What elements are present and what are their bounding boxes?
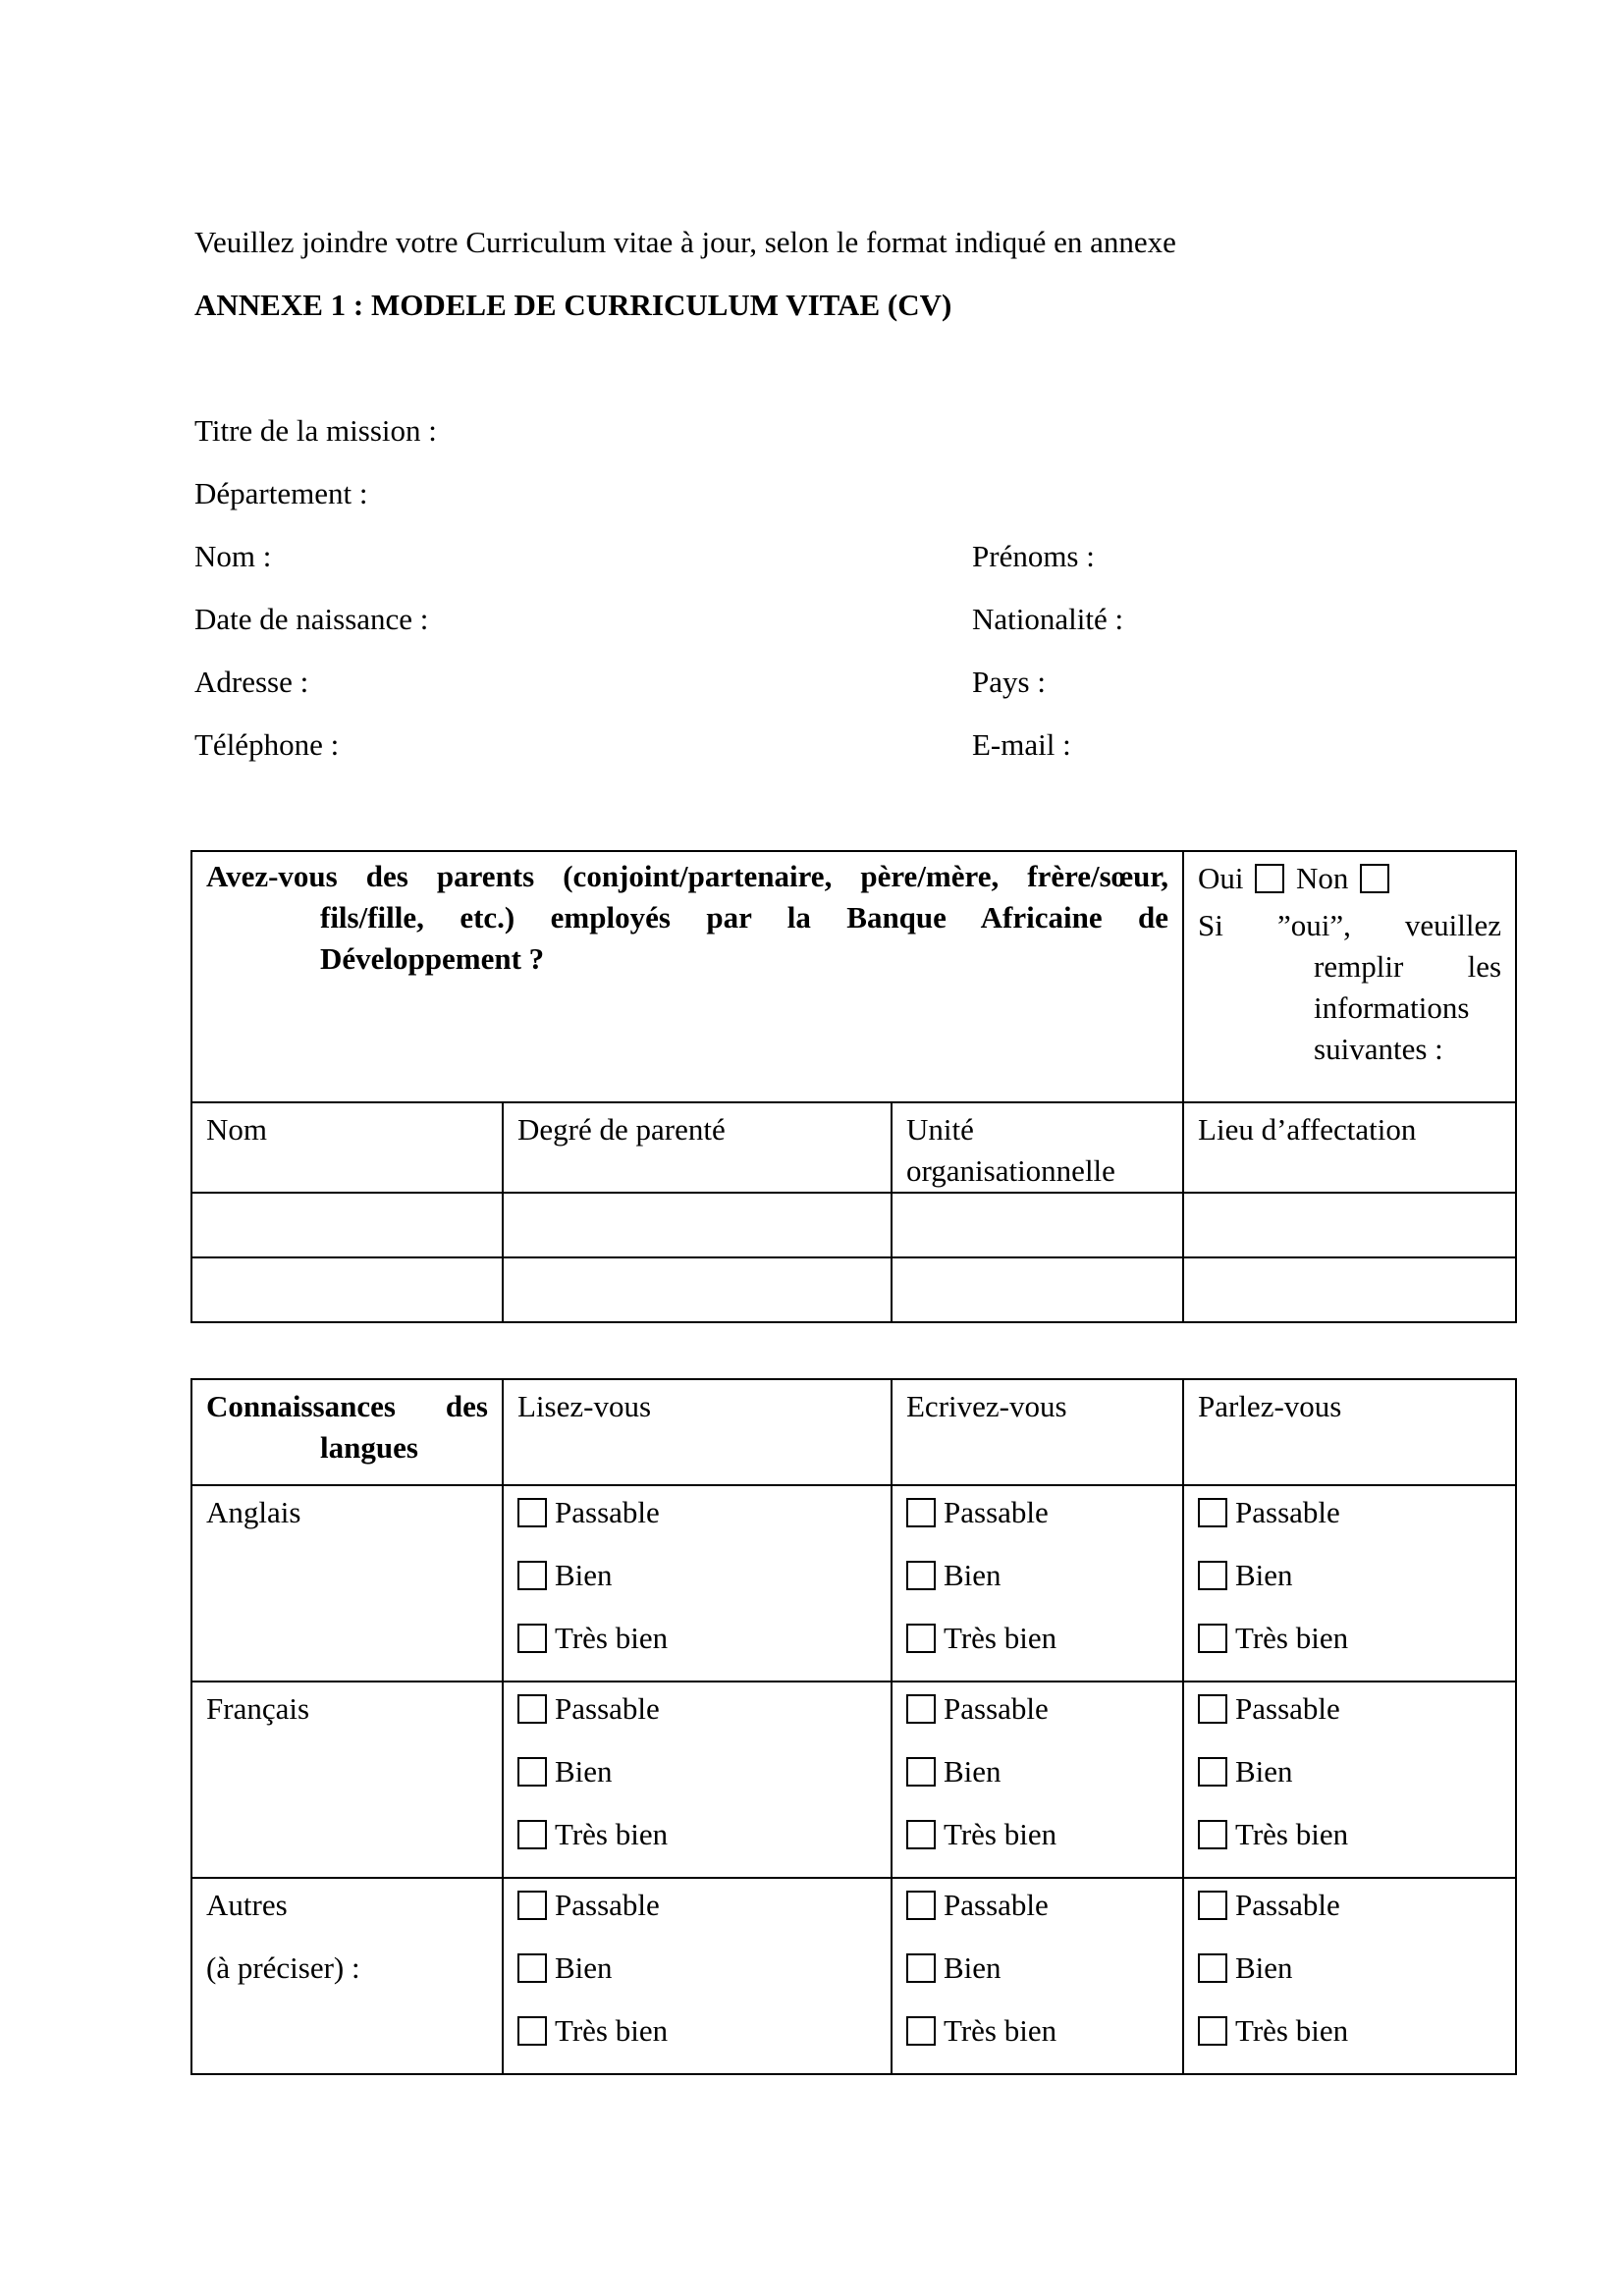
empty-cell[interactable]	[191, 1257, 503, 1322]
checkbox[interactable]	[517, 1498, 547, 1527]
level-option[interactable]	[517, 1688, 877, 1751]
header-unite: Unité organisationnelle	[892, 1102, 1183, 1193]
autres-lisez	[503, 1878, 892, 2074]
level-option[interactable]	[1198, 1688, 1501, 1751]
lang-francais	[191, 1682, 503, 1878]
checkbox[interactable]	[517, 1891, 547, 1920]
empty-cell[interactable]	[191, 1193, 503, 1257]
autres-ecrivez	[892, 1878, 1183, 2074]
checkbox[interactable]	[1198, 1498, 1227, 1527]
checkbox[interactable]	[906, 2016, 936, 2046]
level-label: Très bien	[944, 2013, 1057, 2048]
checkbox[interactable]	[517, 1694, 547, 1724]
level-label: Passable	[1235, 1888, 1340, 1922]
autres-parlez	[1183, 1878, 1516, 2074]
checkbox[interactable]	[517, 1757, 547, 1787]
non-label: Non	[1296, 861, 1349, 895]
level-option[interactable]	[1198, 1948, 1501, 2010]
anglais-parlez	[1183, 1485, 1516, 1682]
lang-anglais	[191, 1485, 503, 1682]
field-nom: Nom :	[194, 539, 272, 573]
field-mission: Titre de la mission :	[194, 413, 437, 448]
lang-label: Français	[206, 1691, 310, 1726]
level-label: Bien	[1235, 1754, 1293, 1789]
field-departement: Département :	[194, 476, 368, 510]
level-option[interactable]	[1198, 1814, 1501, 1877]
level-label: Bien	[944, 1558, 1001, 1592]
col-ecrivez: Ecrivez-vous	[892, 1379, 1183, 1485]
page-heading: ANNEXE 1 : MODELE DE CURRICULUM VITAE (CV)	[194, 288, 952, 322]
field-telephone: Téléphone :	[194, 727, 340, 762]
level-label: Bien	[1235, 1558, 1293, 1592]
checkbox[interactable]	[906, 1757, 936, 1787]
empty-cell[interactable]	[1183, 1257, 1516, 1322]
checkbox[interactable]	[1198, 1757, 1227, 1787]
header-nom: Nom	[191, 1102, 503, 1193]
checkbox[interactable]	[906, 1561, 936, 1590]
level-label: Passable	[1235, 1495, 1340, 1529]
level-option[interactable]	[1198, 1885, 1501, 1948]
level-option[interactable]	[517, 1948, 877, 2010]
level-label: Passable	[555, 1888, 660, 1922]
level-label: Passable	[555, 1495, 660, 1529]
parents-question: Avez-vous des parents (conjoint/partenaire, père/mère, frère/sœur, fils/fille, etc.) employés par la Banque Africaine de Développement ?	[191, 851, 1183, 1102]
checkbox[interactable]	[906, 1820, 936, 1849]
checkbox[interactable]	[906, 1953, 936, 1983]
level-label: Bien	[555, 1754, 613, 1789]
languages-table	[190, 1378, 1517, 2075]
empty-cell[interactable]	[1183, 1193, 1516, 1257]
level-option[interactable]	[517, 1555, 877, 1618]
checkbox[interactable]	[1198, 2016, 1227, 2046]
empty-cell[interactable]	[892, 1193, 1183, 1257]
level-label: Passable	[555, 1691, 660, 1726]
level-option[interactable]	[906, 1948, 1168, 2010]
level-label: Passable	[944, 1691, 1049, 1726]
level-option[interactable]	[906, 1492, 1168, 1555]
checkbox[interactable]	[517, 1624, 547, 1653]
level-label: Bien	[944, 1754, 1001, 1789]
languages-header: Connaissances des langues	[191, 1379, 503, 1485]
checkbox[interactable]	[906, 1694, 936, 1724]
level-option[interactable]	[906, 1688, 1168, 1751]
checkbox[interactable]	[1198, 1561, 1227, 1590]
level-label: Bien	[555, 1950, 613, 1985]
level-option[interactable]	[1198, 1492, 1501, 1555]
checkbox[interactable]	[1198, 1953, 1227, 1983]
level-option[interactable]	[517, 1618, 877, 1681]
checkbox[interactable]	[1198, 1891, 1227, 1920]
col-parlez: Parlez-vous	[1183, 1379, 1516, 1485]
level-option[interactable]	[1198, 2010, 1501, 2073]
level-label: Très bien	[555, 1621, 669, 1655]
empty-cell[interactable]	[503, 1193, 892, 1257]
checkbox[interactable]	[1198, 1624, 1227, 1653]
level-label: Bien	[944, 1950, 1001, 1985]
level-label: Passable	[944, 1495, 1049, 1529]
lang-label: Anglais	[206, 1495, 301, 1529]
header-lieu: Lieu d’affectation	[1183, 1102, 1516, 1193]
level-option[interactable]	[517, 2010, 877, 2073]
field-pays: Pays :	[972, 665, 1046, 699]
level-option[interactable]	[517, 1751, 877, 1814]
anglais-ecrivez	[892, 1485, 1183, 1682]
level-label: Bien	[555, 1558, 613, 1592]
checkbox[interactable]	[517, 2016, 547, 2046]
field-nationalite: Nationalité :	[972, 602, 1124, 636]
checkbox[interactable]	[1198, 1820, 1227, 1849]
col-lisez: Lisez-vous	[503, 1379, 892, 1485]
level-option[interactable]	[906, 1814, 1168, 1877]
lang-sublabel: (à préciser) :	[206, 1950, 360, 1985]
checkbox[interactable]	[517, 1820, 547, 1849]
oui-label: Oui	[1198, 861, 1244, 895]
intro-text: Veuillez joindre votre Curriculum vitae à jour, selon le format indiqué en annexe	[194, 225, 1176, 259]
empty-cell[interactable]	[892, 1257, 1183, 1322]
level-option[interactable]	[906, 1885, 1168, 1948]
level-option[interactable]	[1198, 1618, 1501, 1681]
level-label: Très bien	[1235, 1817, 1349, 1851]
level-option[interactable]	[906, 2010, 1168, 2073]
lang-label: Autres	[206, 1888, 288, 1922]
checkbox[interactable]	[517, 1561, 547, 1590]
level-option[interactable]	[906, 1555, 1168, 1618]
level-label: Très bien	[555, 2013, 669, 2048]
parents-answer-cell	[1183, 851, 1516, 1102]
field-adresse: Adresse :	[194, 665, 309, 699]
level-label: Très bien	[944, 1817, 1057, 1851]
si-oui-text: Si ”oui”, veuillez remplir les informations suivantes :	[1198, 908, 1502, 1066]
parents-table	[190, 850, 1517, 1323]
lang-autres	[191, 1878, 503, 2074]
field-email: E-mail :	[972, 727, 1071, 762]
level-label: Passable	[1235, 1691, 1340, 1726]
anglais-lisez	[503, 1485, 892, 1682]
empty-cell[interactable]	[503, 1257, 892, 1322]
checkbox[interactable]	[906, 1498, 936, 1527]
francais-lisez	[503, 1682, 892, 1878]
level-option[interactable]	[1198, 1555, 1501, 1618]
francais-ecrivez	[892, 1682, 1183, 1878]
header-degre: Degré de parenté	[503, 1102, 892, 1193]
level-label: Très bien	[944, 1621, 1057, 1655]
field-date-naissance: Date de naissance :	[194, 602, 429, 636]
field-prenoms: Prénoms :	[972, 539, 1095, 573]
level-option[interactable]	[906, 1751, 1168, 1814]
oui-checkbox[interactable]	[1255, 864, 1284, 893]
level-label: Très bien	[1235, 1621, 1349, 1655]
level-label: Passable	[944, 1888, 1049, 1922]
level-label: Bien	[1235, 1950, 1293, 1985]
level-label: Très bien	[555, 1817, 669, 1851]
checkbox[interactable]	[1198, 1694, 1227, 1724]
non-checkbox[interactable]	[1360, 864, 1389, 893]
checkbox[interactable]	[906, 1624, 936, 1653]
francais-parlez	[1183, 1682, 1516, 1878]
checkbox[interactable]	[906, 1891, 936, 1920]
level-label: Très bien	[1235, 2013, 1349, 2048]
level-option[interactable]	[517, 1492, 877, 1555]
level-option[interactable]	[906, 1618, 1168, 1681]
checkbox[interactable]	[517, 1953, 547, 1983]
level-option[interactable]	[517, 1814, 877, 1877]
level-option[interactable]	[517, 1885, 877, 1948]
level-option[interactable]	[1198, 1751, 1501, 1814]
